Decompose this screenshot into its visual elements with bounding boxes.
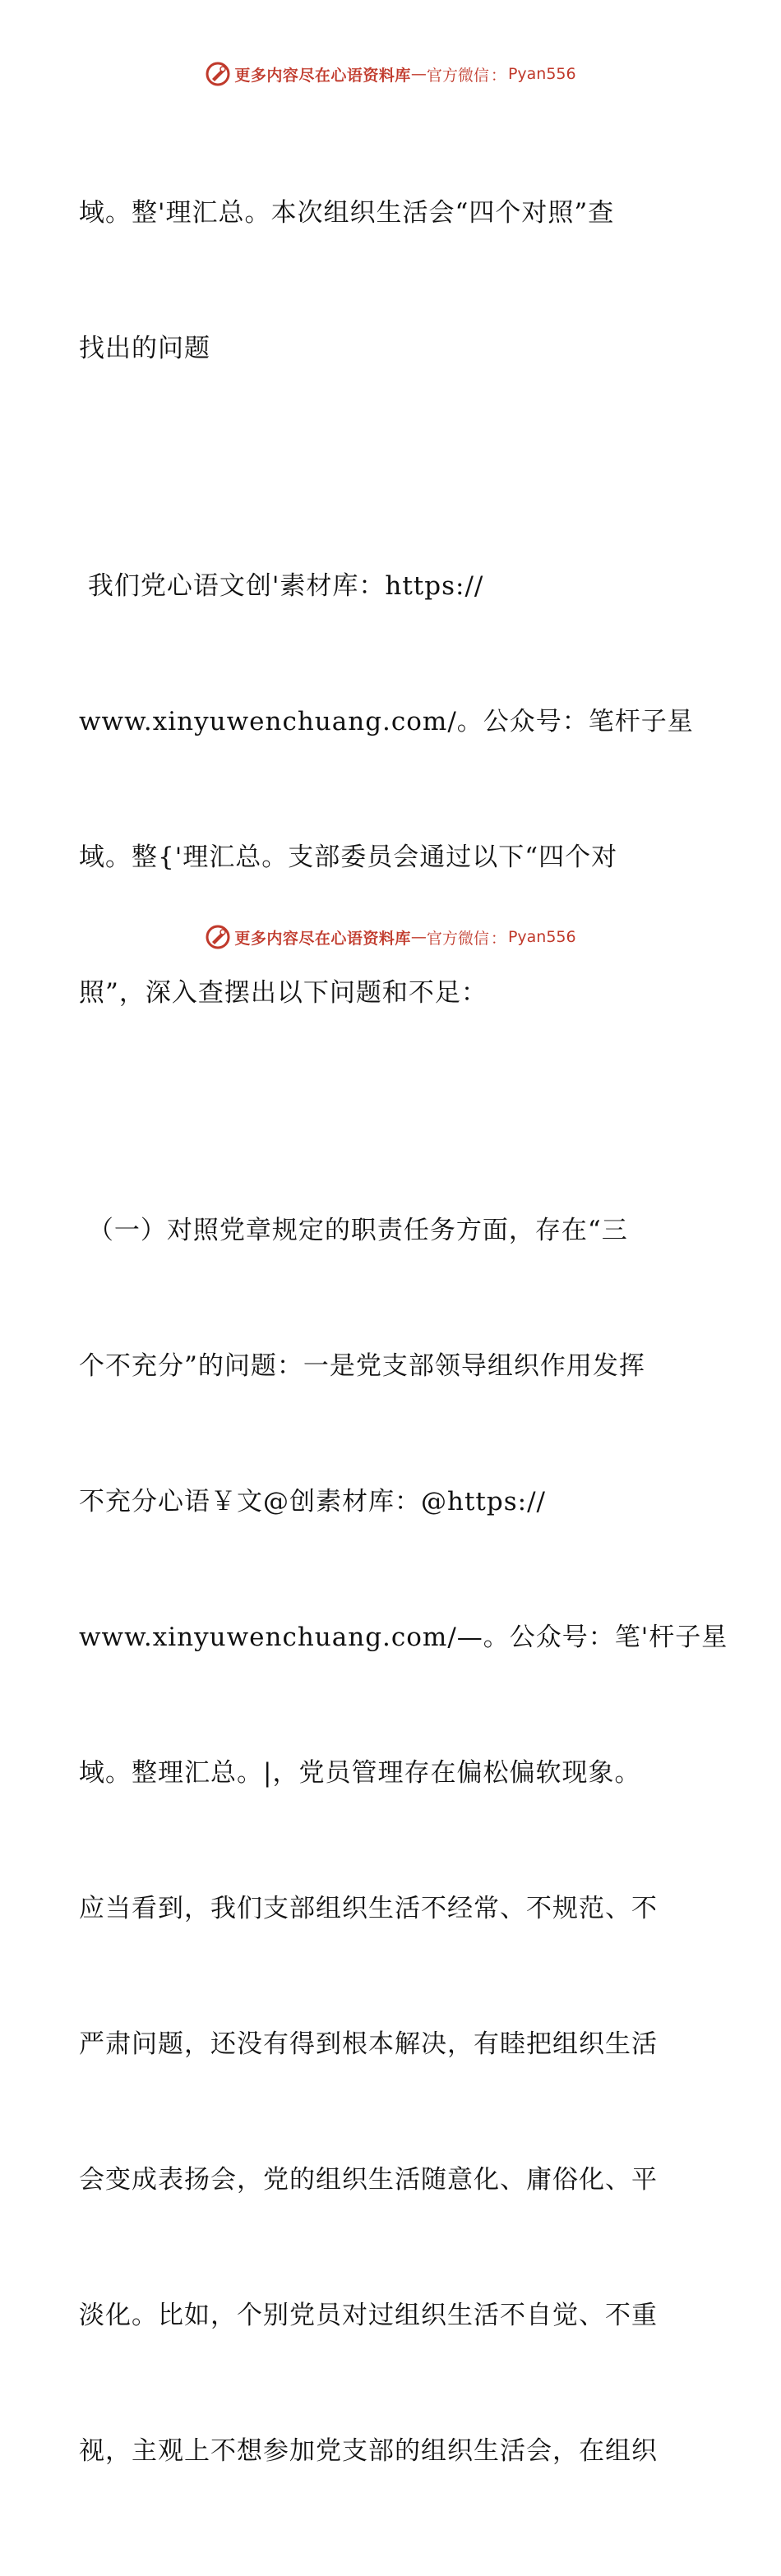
document-body <box>79 100 728 2576</box>
banner-colon: ： <box>490 929 506 948</box>
banner-dash: — <box>410 65 427 83</box>
header-banner <box>0 58 781 90</box>
text-line: 不充分心语￥文@创素材库：@https:// <box>79 1487 546 1517</box>
text-line: 应当看到，我们支部组织生活不经常、不规范、不 <box>79 1894 658 1923</box>
banner-dash: — <box>410 928 427 946</box>
text-line: 严肃问题，还没有得到根本解决，有睦把组织生活 <box>79 2029 658 2059</box>
text-line: 个不充分”的问题：一是党支部领导组织作用发挥 <box>79 1351 645 1381</box>
banner-official: 官方微信 <box>426 929 489 948</box>
text-line: 域。整'理汇总。本次组织生活会“四个对照”查 <box>79 198 615 228</box>
text-line: 域。整{'理汇总。支部委员会通过以下“四个对 <box>79 843 618 872</box>
text-line: 我们党心语文创'素材库：https:// <box>79 571 484 601</box>
banner-wechat-id: Pyan556 <box>507 65 576 83</box>
text-line: 会变成表扬会，党的组织生活随意化、庸俗化、平 <box>79 2165 658 2195</box>
paragraph-3 <box>79 1118 728 2564</box>
text-line: 淡化。比如，个别党员对过组织生活不自觉、不重 <box>79 2301 658 2330</box>
banner-title: 更多内容尽在心语资料库 <box>234 929 411 948</box>
paragraph-2 <box>79 473 704 1106</box>
banner-official: 官方微信 <box>426 66 489 85</box>
text-line: www.xinyuwenchuang.com/。公众号：笔杆子星 <box>79 707 694 736</box>
logo-icon <box>205 61 231 87</box>
logo-icon <box>205 924 231 950</box>
text-line: 域。整理汇总。|，党员管理存在偏松偏软现象。 <box>79 1758 641 1788</box>
text-line: 照”，深入查摆出以下问题和不足： <box>79 978 488 1008</box>
paragraph-1 <box>79 100 704 462</box>
text-line: （一）对照党章规定的职责任务方面，存在“三 <box>79 1216 628 1245</box>
text-line: 找出的问题 <box>79 334 210 363</box>
banner-wechat-id: Pyan556 <box>507 928 576 946</box>
banner-colon: ： <box>490 66 506 85</box>
text-line: www.xinyuwenchuang.com/—。公众号：笔'杆子星 <box>79 1623 728 1652</box>
banner-title: 更多内容尽在心语资料库 <box>234 66 411 85</box>
text-line: 视，主观上不想参加党支部的组织生活会，在组织 <box>79 2436 658 2466</box>
footer-banner <box>0 921 781 953</box>
